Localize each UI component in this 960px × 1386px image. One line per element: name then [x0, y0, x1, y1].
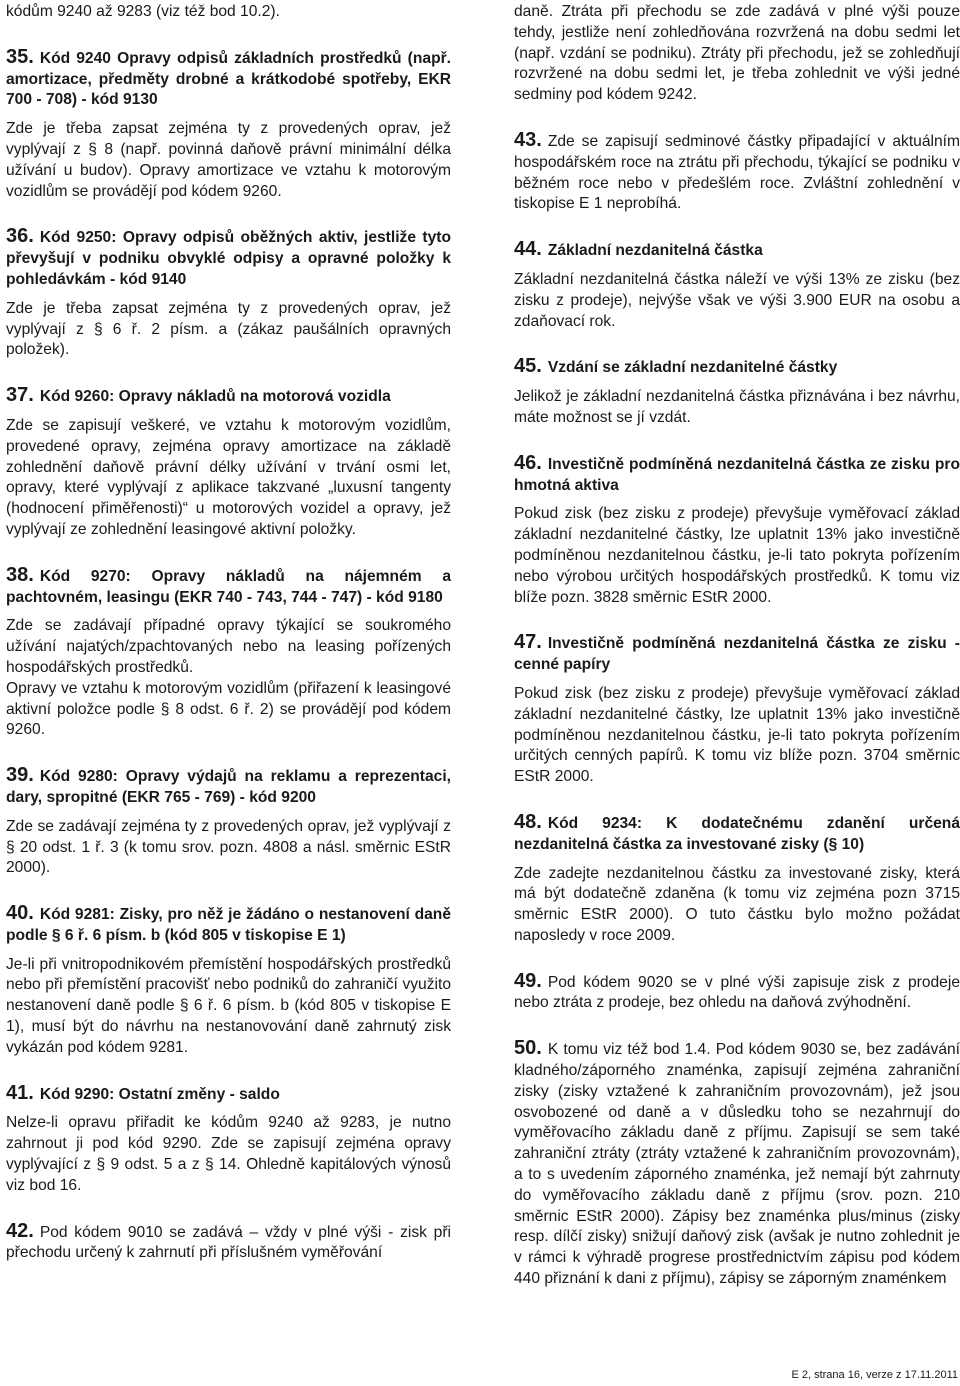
- paragraph-text: Pod kódem 9010 se zadává – vždy v plné výši - zisk při přechodu určený k zahrnutí při příslušném vyměřování: [6, 1223, 451, 1262]
- section-heading: [514, 632, 960, 676]
- paragraph: Zde je třeba zapsat zejména ty z provedených oprav, jež vyplývají z § 6 ř. 2 písm. a (zákaz paušálních opravných položek).: [6, 299, 451, 359]
- section-title: Kód 9270: Opravy nákladů na nájemném a pachtovném, leasingu (EKR 740 - 743, 744 - 747) - kód 9180: [6, 567, 451, 606]
- section-title: Investičně podmíněná nezdanitelná částka ze zisku - cenné papíry: [514, 635, 960, 674]
- section-number: 37.: [6, 384, 34, 407]
- section-number: 39.: [6, 764, 34, 787]
- section-title: Kód 9250: Opravy odpisů oběžných aktiv, jestliže tyto převyšují v podniku obvyklé odpisy a opravné položky k pohledávkám - kód 9140: [6, 229, 451, 288]
- paragraph: daně. Ztráta při přechodu se zde zadává v plné výši pouze tehdy, jestliže není zohledňována rozvržená na dobu sedmi let (např. vzdání se podniku). Ztráty při přechodu, jež se zohledňují rozvržené na dobu sedmi let, je třeba zohlednit ve výši jedné sedminy pod kódem 9242.: [514, 3, 960, 104]
- section-36: [6, 226, 451, 361]
- right-column: [514, 2, 960, 1314]
- section-41: [6, 1083, 451, 1197]
- paragraph: [514, 971, 960, 1015]
- section-title: Kód 9290: Ostatní změny - saldo: [39, 1085, 280, 1103]
- section-number: 49.: [514, 969, 542, 992]
- section-39: [6, 765, 451, 879]
- left-column: [6, 2, 451, 1288]
- paragraph: [514, 1038, 960, 1290]
- section-40: [6, 903, 451, 1059]
- section-heading: [514, 812, 960, 856]
- section-heading: [6, 903, 451, 947]
- paragraph: Pokud zisk (bez zisku z prodeje) převyšuje vyměřovací základ základní nezdanitelné částky, lze uplatnit 13% jako investičně podmíněnou nezdanitelnou částku, je-li tato pokryta pořízením nebo výrobou určitých hospodářských prostředků. K tomu viz blíže pozn. 3828 směrnic EStR 2000.: [514, 505, 960, 606]
- paragraph-text: K tomu viz též bod 1.4. Pod kódem 9030 se, bez zadávání kladného/záporného znaménka, zapisují zejména zahraniční zisky (zisky vztažené k zahraničním provozovnám), jež jsou osvobozené od daně a v důsledku toho se nezahrnují do vyměřovacího základu daně z příjmu. Zapisují se sem také zahraniční ztráty (ztráty vztažené k zahraničním provozovnám), a to s uvedením záporného znaménka, jež nemají být zahrnuty do vyměřovacího základu daně z příjmu (srov. pozn. 210 směrnic EStR 2000). Zápisy bez znaménka plus/minus (zisky resp. dílčí zisky) snižují daňový zisk (avšak je nutno zohlednit je v rámci k výhradě progrese prostřednictvím zápisu pod kódem 440 přiznání k dani z příjmu), zápisy se záporným znaménkem: [514, 1041, 960, 1288]
- section-number: 36.: [6, 225, 34, 248]
- intro-continuation: [6, 2, 451, 23]
- section-heading: [6, 226, 451, 290]
- section-number: 42.: [6, 1219, 34, 1242]
- paragraph: [514, 130, 960, 215]
- section-number: 47.: [514, 631, 542, 654]
- section-title: Kód 9280: Opravy výdajů na reklamu a reprezentaci, dary, spropitné (EKR 765 - 769) - kód 9200: [6, 768, 451, 806]
- paragraph: Je-li při vnitropodnikovém přemístění hospodářských prostředků nebo při přemístění pracovišť nebo podniků do zahraničí využito nestanovení daně podle § 6 ř. 6 písm. b (kód 805 v tiskopise E 1), musí být do návrhu na nestanovování daně zahrnutý zisk vykázán pod kódem 9281.: [6, 955, 451, 1056]
- section-47: [514, 632, 960, 788]
- section-number: 40.: [6, 902, 34, 925]
- paragraph: kódům 9240 až 9283 (viz též bod 10.2).: [6, 3, 280, 20]
- section-49: [514, 971, 960, 1015]
- section-title: Investičně podmíněná nezdanitelná částka ze zisku pro hmotná aktiva: [514, 455, 960, 494]
- section-37: [6, 385, 451, 541]
- paragraph: Nelze-li opravu přiřadit ke kódům 9240 až 9283, je nutno zahrnout ji pod kód 9290. Zde se zapisují zejména opravy vyplývající z § 9 odst. 5 a z § 14. Ohledně kapitálových výnosů viz bod 16.: [6, 1114, 451, 1194]
- section-heading: [6, 1083, 451, 1106]
- section-number: 48.: [514, 810, 542, 833]
- paragraph: Základní nezdanitelná částka náleží ve výši 13% ze zisku (bez zisku z prodeje), nejvýše však ve výši 3.900 EUR na osobu a zdaňovací rok.: [514, 270, 960, 330]
- section-heading: [514, 453, 960, 497]
- section-title: Vzdání se základní nezdanitelné částky: [547, 359, 838, 377]
- section-50: [514, 1038, 960, 1290]
- paragraph: [6, 1221, 451, 1265]
- section-number: 43.: [514, 128, 542, 151]
- section-number: 46.: [514, 451, 542, 474]
- paragraph: Opravy ve vztahu k motorovým vozidlům (přiřazení k leasingové aktivní položce podle § 8 odst. 6 ř. 2) se provádějí pod kódem 9260.: [6, 679, 451, 739]
- section-heading: [514, 239, 960, 262]
- paragraph: Pokud zisk (bez zisku z prodeje) převyšuje vyměřovací základ základní nezdanitelné částky, lze uplatnit 13% jako investičně podmíněnou nezdanitelnou částku, je-li tato pokryta pořízením určitých cenných papírů. K tomu viz blíže pozn. 3704 směrnic EStR 2000.: [514, 684, 960, 786]
- section-45: [514, 356, 960, 428]
- paragraph-text: Pod kódem 9020 se v plné výši zapisuje zisk z prodeje nebo ztráta z prodeje, bez ohledu na daňová zvýhodnění.: [514, 973, 960, 1012]
- section-heading: [514, 356, 960, 379]
- section-heading: [6, 565, 451, 609]
- paragraph: Zde se zadávají zejména ty z provedených oprav, jež vyplývají z § 20 odst. 1 ř. 3 (k tomu srov. pozn. 4808 a násl. směrnic EStR 2000).: [6, 817, 451, 877]
- section-46: [514, 453, 960, 609]
- section-heading: [6, 47, 451, 111]
- paragraph: Zde se zapisují veškeré, ve vztahu k motorovým vozidlům, provedené opravy, zejména opravy amortizace na základě zohlednění daňově právní délky užívání v trvání osmi let, opravy, které vyplývají z aplikace takzvané „luxusní tangenty (hodnocení přiměřenosti)“ u motorových vozidel a opravy, jež vyplývají ze zohlednění leasingové aktivní položky.: [6, 416, 451, 538]
- paragraph: Jelikož je základní nezdanitelná částka přiznávána i bez návrhu, máte možnost se jí vzdát.: [514, 388, 960, 426]
- section-38: [6, 565, 451, 741]
- paragraph: Zde zadejte nezdanitelnou částku za investované zisky, která má být dodatečně zdaněna (k tomu viz zejména pozn 3715 směrnic EStR 2000). O tuto částku bylo možno požádat naposledy v roce 2009.: [514, 864, 960, 944]
- section-number: 44.: [514, 238, 542, 261]
- section-heading: [6, 765, 451, 809]
- section-43: [514, 130, 960, 215]
- section-title: Kód 9281: Zisky, pro něž je žádáno o nestanovení daně podle § 6 ř. 6 písm. b (kód 805 v tiskopise E 1): [6, 906, 451, 944]
- section-44: [514, 239, 960, 332]
- paragraph: Zde je třeba zapsat zejména ty z provedených oprav, jež vyplývají z § 8 (např. povinná daňově právní minimální délka užívání u budov). Opravy amortizace ve vztahu k motorovým vozidlům se provádějí pod kódem 9260.: [6, 120, 451, 200]
- section-title: Kód 9234: K dodatečnému zdanění určená nezdanitelná částka za investované zisky (§ 10): [514, 814, 960, 853]
- page-footer: E 2, strana 16, verze z 17.11.2011: [791, 1369, 958, 1381]
- section-number: 41.: [6, 1081, 34, 1104]
- section-35: [6, 47, 451, 203]
- section-number: 38.: [6, 563, 34, 586]
- paragraph: Zde se zadávají případné opravy týkající se soukromého užívání najatých/zpachtovaných nebo na leasing pořízených hospodářských prostředků.: [6, 617, 451, 676]
- section-number: 35.: [6, 45, 34, 68]
- continuation-42: [514, 2, 960, 106]
- section-42: [6, 1221, 451, 1265]
- section-title: Kód 9260: Opravy nákladů na motorová vozidla: [39, 388, 391, 406]
- section-title: Kód 9240 Opravy odpisů základních prostředků (např. amortizace, předměty drobné a krátkodobé spotřeby, EKR 700 - 708) - kód 9130: [6, 49, 451, 109]
- section-number: 50.: [514, 1037, 542, 1060]
- section-48: [514, 812, 960, 947]
- paragraph-text: Zde se zapisují sedminové částky připadající v aktuálním hospodářském roce na ztrátu při přechodu, týkající se podniku v běžném roce nebo v předešlém roce. Zvláštní zohlednění v tiskopise E 1 neprobíhá.: [514, 132, 960, 213]
- section-heading: [6, 385, 451, 408]
- section-title: Základní nezdanitelná částka: [547, 242, 763, 260]
- section-number: 45.: [514, 355, 542, 378]
